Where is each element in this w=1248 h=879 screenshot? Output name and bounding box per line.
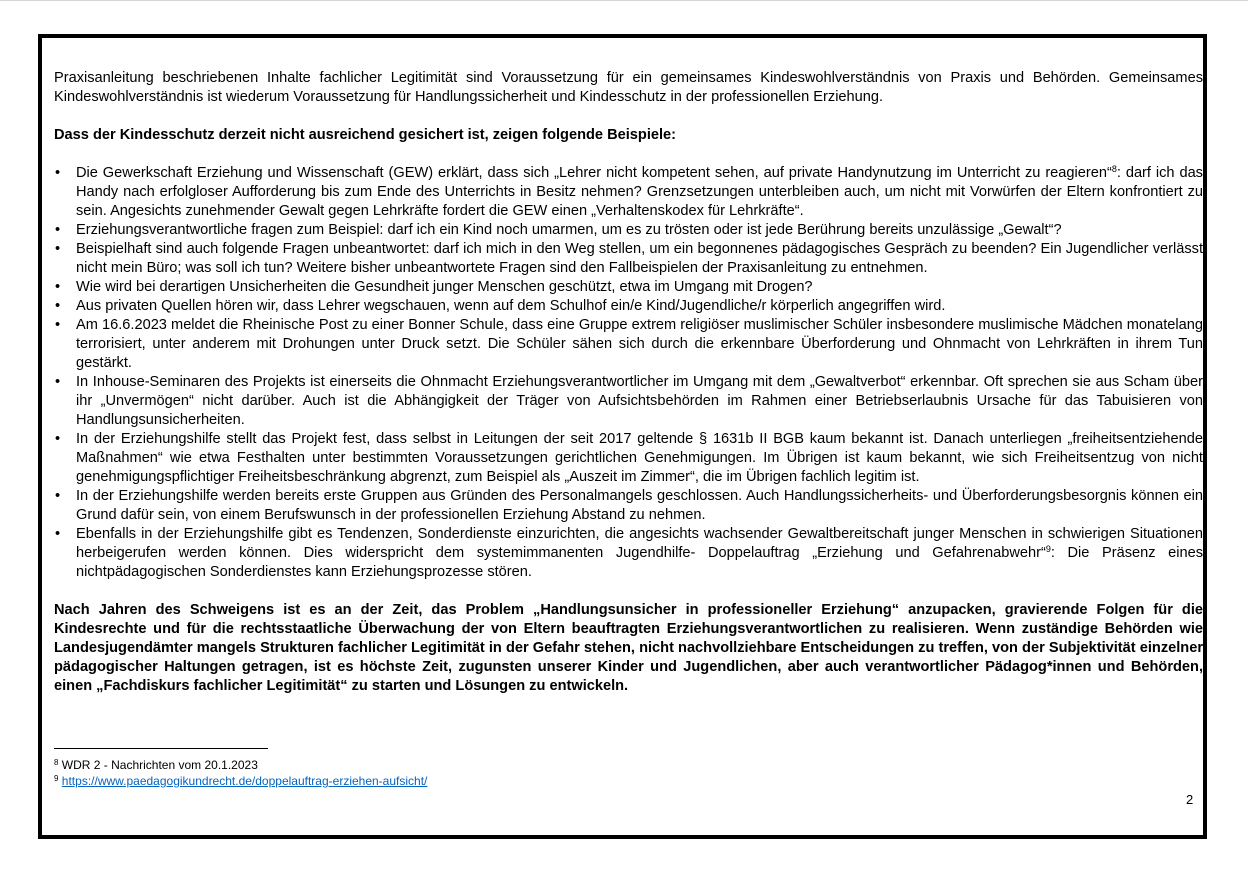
page-content — [54, 69, 1203, 696]
bullet-icon: • — [55, 526, 61, 542]
bullet-icon: • — [55, 298, 61, 314]
examples-heading: Dass der Kindesschutz derzeit nicht ausreichend gesichert ist, zeigen folgende Beispiele: — [54, 127, 677, 143]
list-item — [54, 487, 1203, 525]
conclusion-paragraph: Nach Jahren des Schweigens ist es an der Zeit, das Problem „Handlungsunsicher in professioneller Erziehung“ anzupacken, gravierende Folgen für die Kindesrechte und für die rechtsstaatliche Überwachung der von Eltern beauftragten Erziehungsverantwortlichen zu realisieren. Wenn zuständige Behörden wie Landesjugendämter mangels Strukturen fachlicher Legitimität in der Gefahr stehen, nicht nachvollziehbare Entscheidungen zu treffen, von der Subjektivität einzelner pädagogischer Haltungen getragen, ist es höchste Zeit, zugunsten unserer Kinder und Jugendlichen, aber auch verantwortlicher Pädagog*innen und Behörden, einen „Fachdiskurs fachlicher Legitimität“ zu starten und Lösungen zu entwickeln. — [54, 602, 1203, 694]
footnote-9-link[interactable]: https://www.paedagogikundrecht.de/doppelauftrag-erziehen-aufsicht/ — [61, 774, 428, 788]
footnote-ref-9: 9 — [1045, 544, 1051, 554]
page-number: 2 — [1186, 792, 1194, 807]
example-text: Wie wird bei derartigen Unsicherheiten die Gesundheit junger Menschen geschützt, etwa im Umgang mit Drogen? — [76, 279, 813, 295]
list-item — [54, 297, 1203, 316]
example-text: In Inhouse-Seminaren des Projekts ist einerseits die Ohnmacht Erziehungsverantwortlicher im Umgang mit dem „Gewaltverbot“ erkennbar. Oft sprechen sie aus Scham über ihr „Unvermögen“ nicht darüber. Auch ist die Abhängigkeit der Träger von Aufsichtsbehörden im Rahmen einer Betriebserlaubnis Ursache für das Tabuisieren von Handlungsunsicherheiten. — [76, 374, 1203, 428]
footnote-8 — [54, 757, 427, 773]
footnote-mark-9: 9 — [54, 774, 59, 783]
gew-text-part2: : darf ich das Handy nach erfolgloser Aufforderung bis zum Ende des Unterrichts in Besitz nehmen? Grenzsetzungen unterbleiben auch, um nicht mit Vorwürfen der Eltern konfrontiert zu sein. Angesichts zunehmender Gewalt gegen Lehrkräfte fordert die GEW einen „Verhaltenskodex für Lehrkräfte“. — [76, 165, 1203, 219]
footnote-8-text: WDR 2 - Nachrichten vom 20.1.2023 — [58, 758, 258, 772]
list-item — [54, 164, 1203, 221]
bullet-icon: • — [55, 222, 61, 238]
footnote-9 — [54, 773, 427, 789]
examples-list — [54, 164, 1203, 582]
footnote-ref-8: 8 — [1111, 164, 1117, 174]
gew-text-part1: Die Gewerkschaft Erziehung und Wissenschaft (GEW) erklärt, dass sich „Lehrer nicht kompetent sehen, auf private Handynutzung im Unterricht zu reagieren“ — [76, 165, 1112, 181]
bullet-icon: • — [55, 279, 61, 295]
list-item — [54, 373, 1203, 430]
bullet-icon: • — [55, 165, 61, 181]
list-item — [54, 316, 1203, 373]
list-item — [54, 525, 1203, 582]
bullet-icon: • — [55, 317, 61, 333]
list-item — [54, 221, 1203, 240]
footnotes — [54, 757, 427, 789]
example-text: Am 16.6.2023 meldet die Rheinische Post zu einer Bonner Schule, dass eine Gruppe extrem religiöser muslimischer Schüler insbesondere muslimische Mädchen monatelang terrorisiert, unter anderem mit Drohungen unter Druck setzt. Die Schüler sähen sich durch die erkennbare Überforderung und Ohnmacht von Lehrkräften in ihrem Tun gestärkt. — [76, 317, 1203, 371]
example-text: Erziehungsverantwortliche fragen zum Beispiel: darf ich ein Kind noch umarmen, um es zu trösten oder ist jede Berührung bereits unzulässige „Gewalt“? — [76, 222, 1062, 238]
example-text: Beispielhaft sind auch folgende Fragen unbeantwortet: darf ich mich in den Weg stellen, um ein begonnenes pädagogisches Gespräch zu beenden? Ein Jugendlicher verlässt nicht mein Büro; was soll ich tun? Weitere bisher unbeantwortete Fragen sind den Fallbeispielen der Praxisanleitung zu entnehmen. — [76, 241, 1203, 276]
list-item — [54, 240, 1203, 278]
top-rule — [0, 0, 1248, 1]
bullet-icon: • — [55, 374, 61, 390]
footnote-mark-8: 8 — [54, 758, 59, 767]
bullet-icon: • — [55, 241, 61, 257]
example-text: In der Erziehungshilfe stellt das Projekt fest, dass selbst in Leitungen der seit 2017 geltende § 1631b II BGB kaum bekannt ist. Danach unterliegen „freiheitsentziehende Maßnahmen“ wie etwa Festhalten unter bestimmten Voraussetzungen gerichtlichen Genehmigungen. Im Übrigen ist kaum bekannt, wie sich Freiheitsentzug von nicht genehmigungspflichtiger Freiheitsbeschränkung abgrenzt, zum Beispiel als „Auszeit im Zimmer“, die im Übrigen fachlich legitim ist. — [76, 431, 1203, 485]
example-text: Aus privaten Quellen hören wir, dass Lehrer wegschauen, wenn auf dem Schulhof ein/e Kind/Jugendliche/r körperlich angegriffen wird. — [76, 298, 946, 314]
bullet-icon: • — [55, 431, 61, 447]
bullet-icon: • — [55, 488, 61, 504]
list-item — [54, 430, 1203, 487]
intro-paragraph: Praxisanleitung beschriebenen Inhalte fachlicher Legitimität sind Voraussetzung für ein gemeinsames Kindeswohlverständnis von Praxis und Behörden. Gemeinsames Kindeswohlverständnis ist wiederum Voraussetzung für Handlungssicherheit und Kindesschutz in der professionellen Erziehung. — [54, 70, 1203, 105]
list-item — [54, 278, 1203, 297]
example-text: In der Erziehungshilfe werden bereits erste Gruppen aus Gründen des Personalmangels geschlossen. Auch Handlungssicherheits- und Überforderungsbesorgnis können ein Grund dafür sein, von einem Berufswunsch in der professionellen Erziehung Abstand zu nehmen. — [76, 488, 1203, 523]
dual-mandate-text-part1: Ebenfalls in der Erziehungshilfe gibt es Tendenzen, Sonderdienste einzurichten, die angesichts wachsender Gewaltbereitschaft junger Menschen in schwierigen Situationen herbeigerufen werden können. Dies widerspricht dem systemimmanenten Jugendhilfe- Doppelauftrag „Erziehung und Gefahrenabwehr“ — [76, 526, 1203, 561]
dual-mandate-text-part2: : Die Präsenz eines nichtpädagogischen Sonderdienstes kann Erziehungsprozesse stören. — [76, 545, 1203, 580]
footnote-separator — [54, 748, 268, 749]
